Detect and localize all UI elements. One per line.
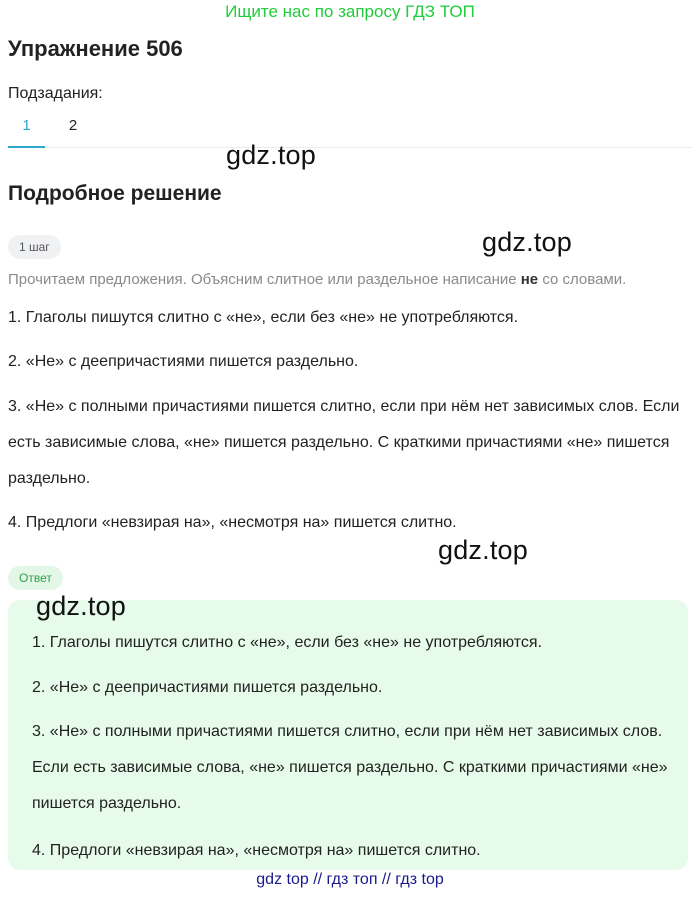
watermark: gdz.top [36,591,126,621]
search-banner: Ищите нас по запросу ГДЗ ТОП [225,2,475,21]
solution-paragraph: 2. «Не» с деепричастиями пишется раздельно. [8,353,359,370]
intro-bold-word: не [520,271,539,288]
step-badge: 1 шаг [8,235,61,259]
answer-paragraph: 3. «Не» с полными причастиями пишется слитно, если при нём нет зависимых слов. Если есть зависимые слова, «не» пишется раздельно. С краткими причастиями «не» пишется раздельно. [32,723,668,812]
subtask-tabs [8,110,692,148]
answer-paragraph: 1. Глаголы пишутся слитно с «не», если без «не» не употребляются. [32,634,543,651]
intro-suffix: со словами. [538,271,627,288]
footer-watermark: gdz top // гдз топ // гдз top [256,871,444,888]
solution-paragraph: 3. «Не» с полными причастиями пишется слитно, если при нём нет зависимых слов. Если есть зависимые слова, «не» пишется раздельно. С краткими причастиями «не» пишется раздельно. [8,398,680,487]
solution-title: Подробное решение [8,182,222,205]
answer-paragraph: 4. Предлоги «невзирая на», «несмотря на» пишется слитно. [32,842,481,859]
answer-badge: Ответ [8,566,63,590]
watermark: gdz.top [226,140,316,170]
tab-subtask-2[interactable]: 2 [68,117,78,134]
solution-intro [8,271,698,288]
intro-prefix: Прочитаем предложения. Объясним слитное или раздельное написание [8,271,521,288]
solution-paragraph: 1. Глаголы пишутся слитно с «не», если без «не» не употребляются. [8,309,519,326]
watermark: gdz.top [482,227,572,257]
watermark: gdz.top [438,535,528,565]
solution-paragraph: 4. Предлоги «невзирая на», «несмотря на» пишется слитно. [8,514,457,531]
subtasks-label: Подзадания: [8,85,103,102]
page-title: Упражнение 506 [8,36,183,61]
tab-subtask-1[interactable]: 1 [8,110,45,148]
answer-paragraph: 2. «Не» с деепричастиями пишется раздельно. [32,679,383,696]
